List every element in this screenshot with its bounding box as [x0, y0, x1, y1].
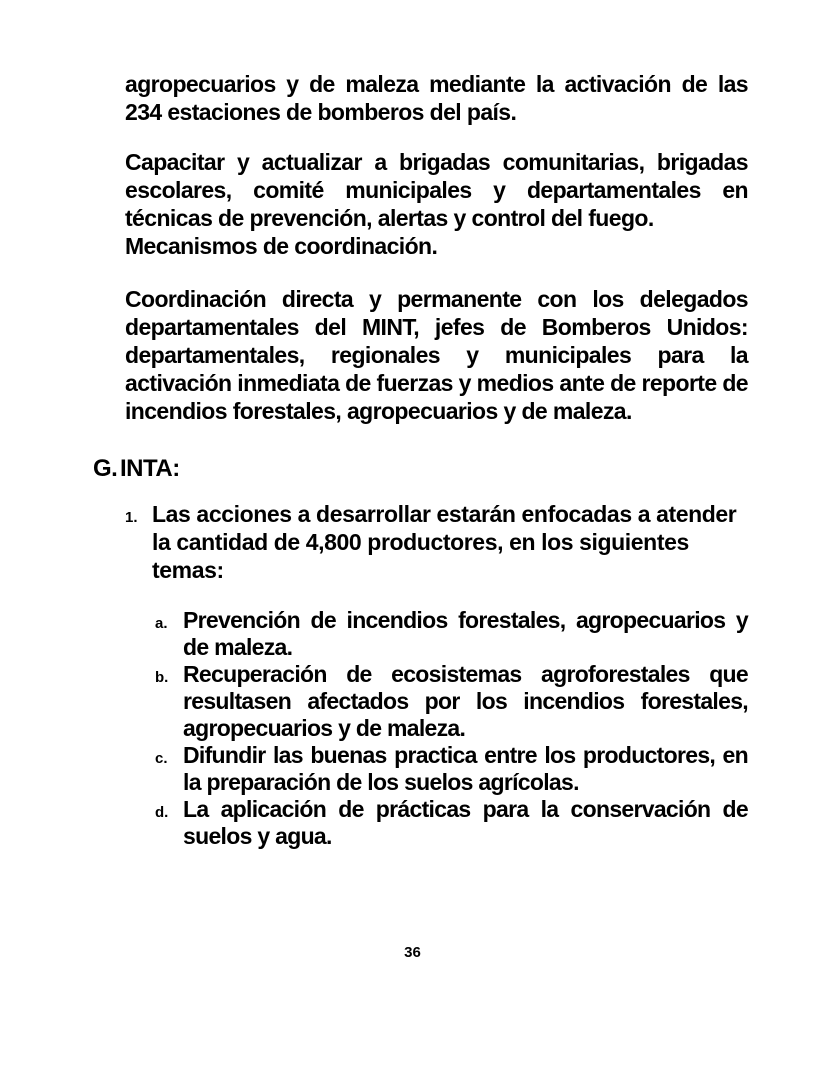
- lettered-list-item-b-marker: b.: [155, 669, 169, 686]
- lettered-list-item-a: [155, 607, 748, 661]
- paragraph-bomberos-activacion: agropecuarios y de maleza mediante la activación de las 234 estaciones de bomberos del país.: [125, 71, 748, 125]
- numbered-list-item-1-text: Las acciones a desarrollar estarán enfocadas a atender la cantidad de 4,800 productores, en los siguientes temas:: [152, 501, 737, 583]
- section-heading-inta: [93, 455, 748, 483]
- lettered-list-item-d-marker: d.: [155, 804, 169, 821]
- lettered-list-item-c-marker: c.: [155, 750, 168, 767]
- lettered-list-item-d-text: La aplicación de prácticas para la conservación de suelos y agua.: [183, 796, 748, 849]
- lettered-list-item-a-marker: a.: [155, 615, 168, 632]
- numbered-list-item-1: [125, 500, 748, 584]
- lettered-list-item-c-text: Difundir las buenas practica entre los productores, en la preparación de los suelos agrícolas.: [183, 742, 748, 795]
- document-body: [93, 70, 748, 850]
- page-number: 36: [404, 944, 421, 961]
- paragraph-coordinacion: Coordinación directa y permanente con los delegados departamentales del MINT, jefes de Bomberos Unidos: departamentales, regionales y municipales para la activación inmediata de fuerzas y medios ante de reporte de incendios forestales, agropecuarios y de maleza.: [125, 286, 748, 424]
- section-heading-letter: G.: [93, 455, 118, 482]
- paragraph-capacitar: Capacitar y actualizar a brigadas comunitarias, brigadas escolares, comité municipales y departamentales en técnicas de prevención, alertas y control del fuego.: [125, 149, 748, 231]
- paragraph-mecanismos: Mecanismos de coordinación.: [125, 233, 438, 259]
- numbered-list-item-1-marker: 1.: [125, 509, 138, 526]
- lettered-list-item-d: [155, 796, 748, 850]
- lettered-list-item-b: [155, 661, 748, 742]
- lettered-list-item-b-text: Recuperación de ecosistemas agroforestales que resultasen afectados por los incendios forestales, agropecuarios y de maleza.: [183, 661, 748, 741]
- lettered-list-item-c: [155, 742, 748, 796]
- lettered-list-item-a-text: Prevención de incendios forestales, agropecuarios y de maleza.: [183, 607, 748, 660]
- paragraph-capacitar-group: [93, 148, 748, 260]
- section-heading-label: INTA:: [120, 455, 180, 482]
